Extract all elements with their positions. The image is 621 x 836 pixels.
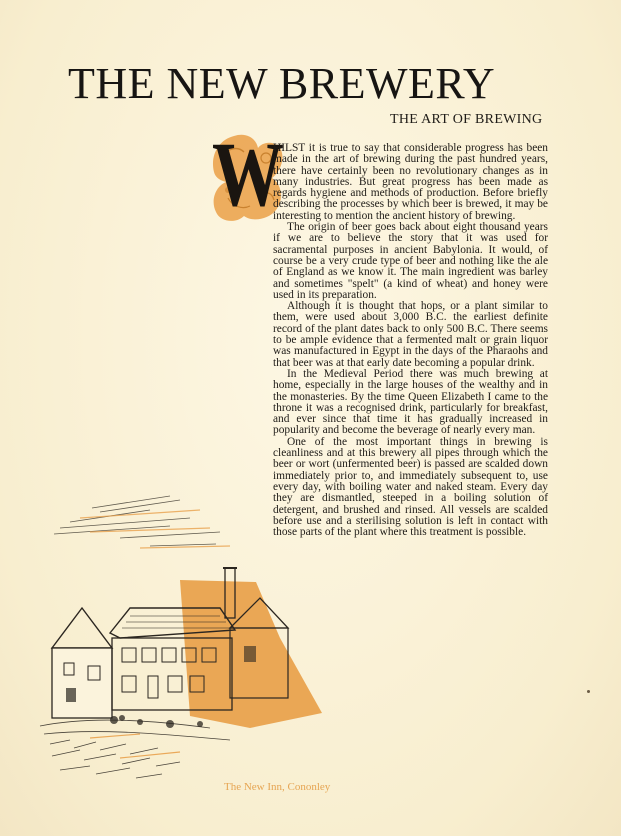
page-title: THE NEW BREWERY xyxy=(68,59,496,108)
drop-cap-letter: W xyxy=(212,123,284,225)
illustration-caption: The New Inn, Cononley xyxy=(224,781,331,793)
section-subtitle: THE ART OF BREWING xyxy=(390,112,543,127)
article-paragraph: One of the most important things in brewing is cleanliness and at this brewery all pipes through which the beer or wort (unfermented beer) is passed are scalded down immediately prior to, and immediately subsequent to, use every day, with boiling water and naked steam. Every day they are dismantled, steeped in a boiling solution of detergent, and brushed and rinsed. All vessels are scalded before use and a sterilising solution is left in contact with those parts of the plant where this treatment is possible. xyxy=(273,435,548,539)
inn-sketch-illustration-icon xyxy=(30,488,330,793)
stray-mark xyxy=(587,690,590,693)
article-body xyxy=(273,143,548,538)
article-paragraph: The origin of beer goes back about eight thousand years if we are to believe the story that it was used for sacramental purposes in ancient Babylonia. It would, of course be a very crude type of beer and nothing like the ale of England as we know it. The main ingredient was barley and sometimes "spelt" (a kind of wheat) and honey were used in its preparation. xyxy=(273,221,548,301)
article-paragraph: Although it is thought that hops, or a plant similar to them, were used about 3,000 B.C. the earliest definite record of the plant dates back to only 500 B.C. There seems to be ample evidence that a fermented malt or grain liquor was manufactured in Egypt in the days of the Pharaohs and that beer was at that early date becoming a popular drink. xyxy=(273,300,548,369)
article-paragraph: In the Medieval Period there was much brewing at home, especially in the large houses of the wealthy and in the monasteries. By the time Queen Elizabeth I came to the throne it was a recognised drink, particularly for breakfast, and ever since that time it has gradually increased in popularity and become the beverage of nearly every man. xyxy=(273,367,548,437)
article-paragraph: HILST it is true to say that considerable progress has been made in the art of brewing during the past hundred years, there have certainly been no revolutionary changes as in many industries. But great progress has been made as regards hygiene and methods of production. Before briefly describing the processes by which beer is brewed, it may be interesting to mention the ancient history of brewing. xyxy=(273,142,548,222)
